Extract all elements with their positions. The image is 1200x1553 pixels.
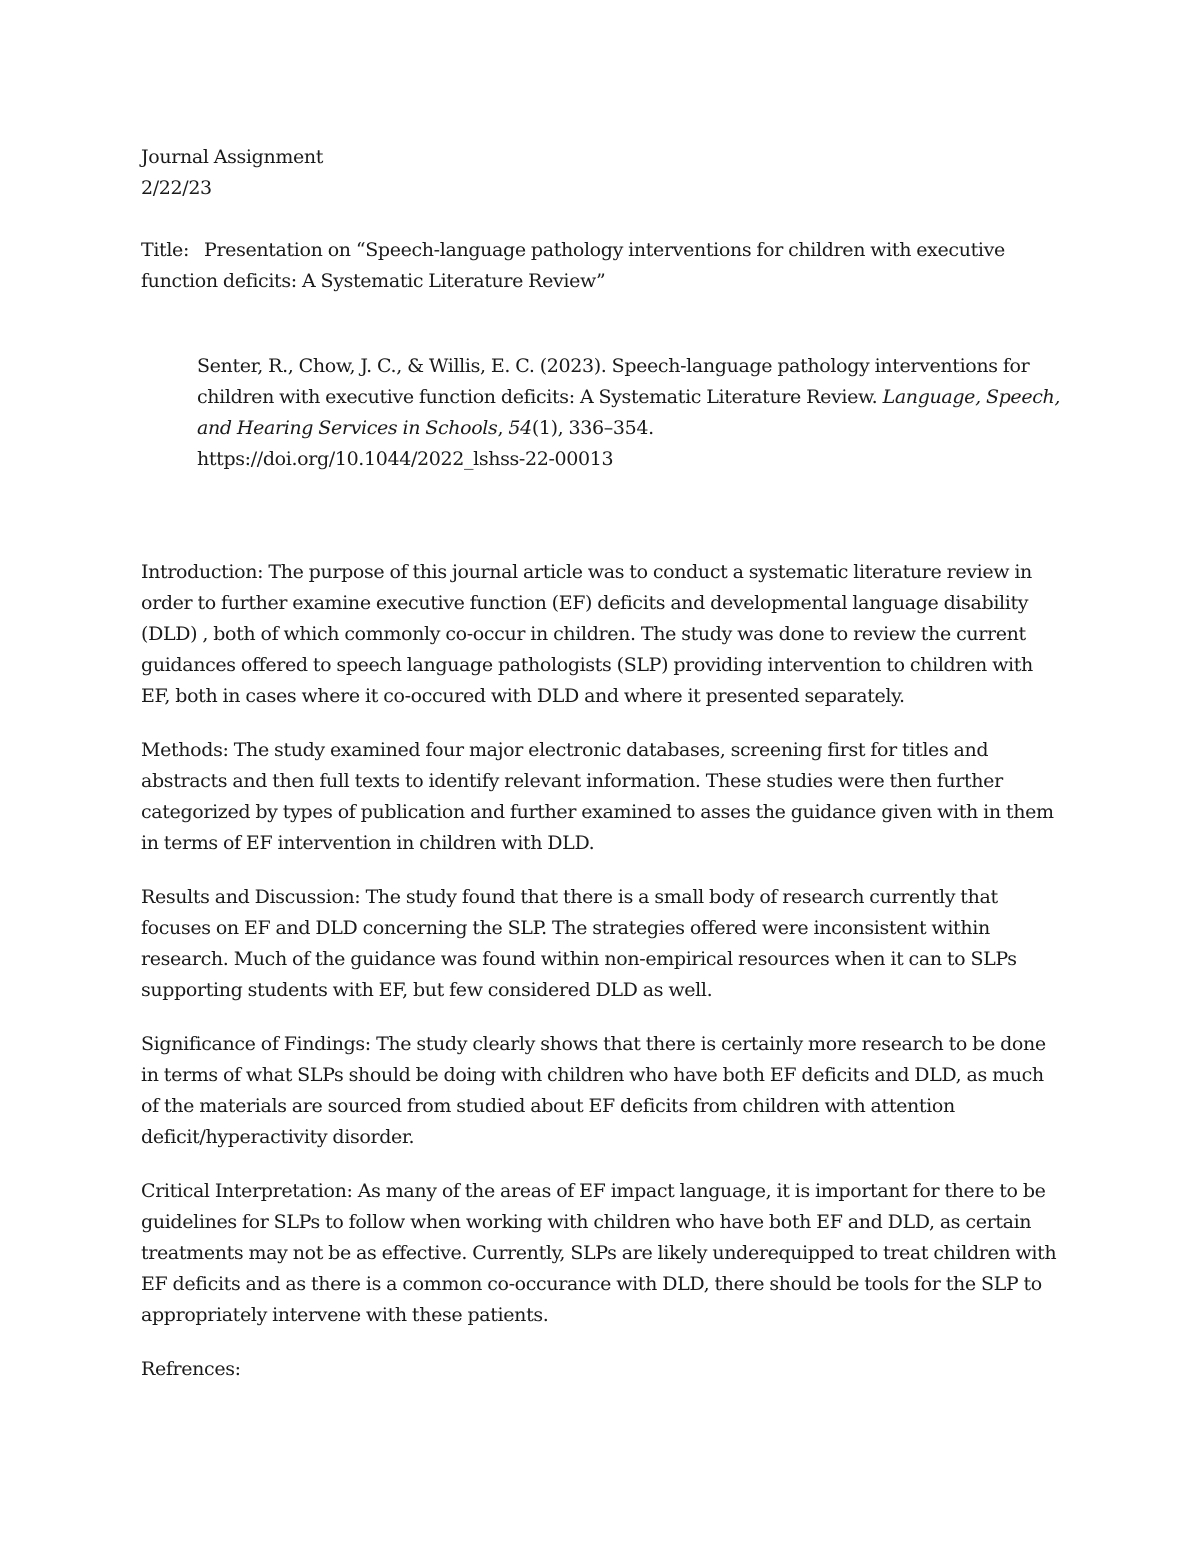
title-line xyxy=(141,235,1066,297)
section-label: Significance of Findings: xyxy=(141,1033,371,1055)
citation-volume: 54 xyxy=(508,417,532,439)
title-label: Title: xyxy=(141,239,190,261)
section-label: Introduction: xyxy=(141,561,264,583)
section-label: Results and Discussion: xyxy=(141,886,361,908)
section-text: The purpose of this journal article was to conduct a systematic literature review in order to further examine executive function (EF) deficits and developmental language disability (DLD) , both of which commonly co-occur in children. The study was done to review the current guidances offered to speech language pathologists (SLP) providing intervention to children with EF, both in cases where it co-occured with DLD and where it presented separately. xyxy=(141,561,1033,707)
section-introduction xyxy=(141,557,1066,712)
apa-citation: Senter, R., Chow, J. C., & Willis, E. C. (2023). Speech-language pathology interventions for children with executive function deficits: A Systematic Literature Review. Language, Speech, and Hearing Services in Schools, 54(1), 336–354. https://doi.org/10.1044/2022_lshss-22-00013 xyxy=(197,351,1066,475)
title-text: Presentation on “Speech-language pathology interventions for children with executive function deficits: A Systematic Literature Review” xyxy=(141,239,1005,292)
section-text: The study clearly shows that there is certainly more research to be done in terms of what SLPs should be doing with children who have both EF deficits and DLD, as much of the materials are sourced from studied about EF deficits from children with attention deficit/hyperactivity disorder. xyxy=(141,1033,1046,1148)
citation-issue-pages: (1), 336–354. xyxy=(531,417,654,439)
citation-main: Senter, R., Chow, J. C., & Willis, E. C. (2023). Speech-language pathology interventions for children with executive function deficits: A Systematic Literature Review. xyxy=(197,355,1030,408)
section-text: As many of the areas of EF impact language, it is important for there to be guidelines for SLPs to follow when working with children who have both EF and DLD, as certain treatments may not be as effective. Currently, SLPs are likely underequipped to treat children with EF deficits and as there is a common co-occurance with DLD, there should be tools for the SLP to appropriately intervene with these patients. xyxy=(141,1180,1057,1326)
references-heading: Refrences: xyxy=(141,1358,241,1380)
section-text: The study found that there is a small body of research currently that focuses on EF and DLD concerning the SLP. The strategies offered were inconsistent within research. Much of the guidance was found within non-empirical resources when it can to SLPs supporting students with EF, but few considered DLD as well. xyxy=(141,886,1017,1001)
section-label: Methods: xyxy=(141,739,229,761)
section-significance xyxy=(141,1029,1066,1153)
assignment-date: 2/22/23 xyxy=(141,177,212,199)
citation-doi: https://doi.org/10.1044/2022_lshss-22-00013 xyxy=(197,448,614,470)
section-label: Critical Interpretation: xyxy=(141,1180,353,1202)
citation-journal: Language, Speech, and Hearing Services in Schools xyxy=(197,386,1061,439)
section-methods xyxy=(141,735,1066,859)
section-critical-interpretation xyxy=(141,1176,1066,1331)
document-body xyxy=(141,142,1066,1385)
section-text: The study examined four major electronic databases, screening first for titles and abstracts and then full texts to identify relevant information. These studies were then further categorized by types of publication and further examined to asses the guidance given with in them in terms of EF intervention in children with DLD. xyxy=(141,739,1054,854)
assignment-heading: Journal Assignment xyxy=(141,146,324,168)
section-results-discussion xyxy=(141,882,1066,1006)
